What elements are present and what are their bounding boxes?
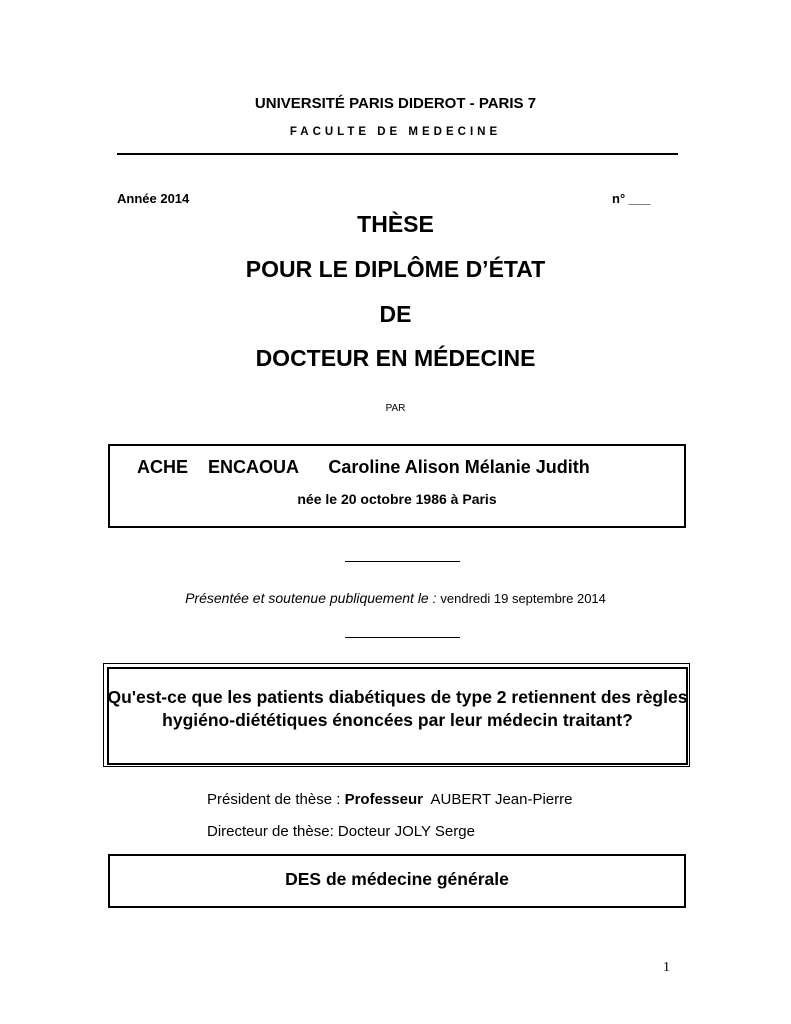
des-bold: DES <box>285 869 322 889</box>
par-label: PAR <box>385 403 406 414</box>
jury-director: Directeur de thèse: Docteur JOLY Serge <box>207 823 475 840</box>
year-label: Année 2014 <box>117 191 190 206</box>
author-name <box>137 457 677 478</box>
separator-rule-1 <box>345 561 460 562</box>
jury-president <box>207 791 573 808</box>
title-line-diplome: POUR LE DIPLÔME D’ÉTAT <box>245 256 546 282</box>
author-birth: née le 20 octobre 1986 à Paris <box>297 491 497 507</box>
presentation-label: Présentée et soutenue publiquement le : <box>185 590 437 606</box>
university-name: UNIVERSITÉ PARIS DIDEROT - PARIS 7 <box>254 95 537 112</box>
title-line-de: DE <box>379 301 412 327</box>
president-name: AUBERT Jean-Pierre <box>430 791 573 808</box>
thesis-number: n° ___ <box>612 191 651 206</box>
title-line-these: THÈSE <box>357 211 434 237</box>
des-label <box>110 869 684 890</box>
separator-rule-2 <box>345 637 460 638</box>
page-number: 1 <box>663 960 670 975</box>
faculty-name: FACULTE DE MEDECINE <box>289 126 502 138</box>
president-title: Professeur <box>344 791 423 808</box>
presentation-date: vendredi 19 septembre 2014 <box>440 591 606 606</box>
author-surname-1: ACHE <box>137 457 189 477</box>
title-line-docteur: DOCTEUR EN MÉDECINE <box>255 345 536 371</box>
des-rest: de médecine générale <box>325 869 509 889</box>
president-label: Président de thèse : <box>207 791 341 808</box>
header-divider <box>117 153 678 155</box>
author-surname-2: ENCAOUA <box>208 457 299 477</box>
presentation-line <box>0 590 791 606</box>
thesis-title: Qu'est-ce que les patients diabétiques de type 2 retiennent des règles hygiéno-diététiques énoncées par leur médecin traitant? <box>107 687 688 730</box>
author-given-names: Caroline Alison Mélanie Judith <box>328 457 590 477</box>
